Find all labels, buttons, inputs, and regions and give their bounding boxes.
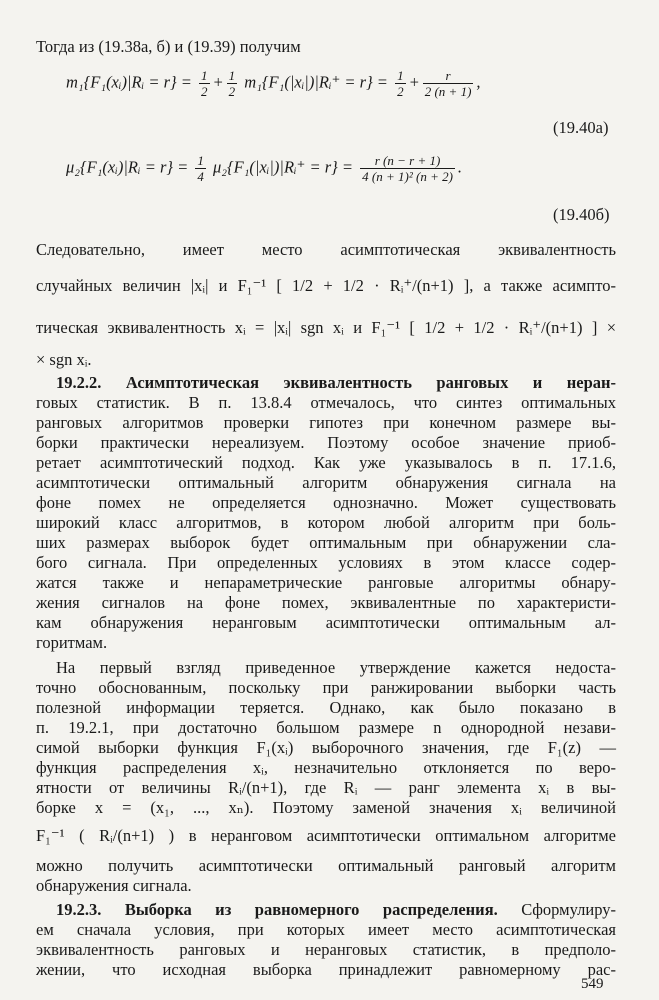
para3-line-8: борке x = (x₁, ..., xₙ). Поэтому заменой значения xᵢ величиной xyxy=(36,798,616,817)
para2-line-1: говых статистик. В п. 13.8.4 отмечалось, что синтез оптимальных xyxy=(36,393,616,412)
eq1-half-b: $\frac{1}{2}$ xyxy=(228,68,236,99)
eq2-lhs: μ₂{F₁(xᵢ)|Rᵢ = r} = xyxy=(66,157,193,177)
section-19-2-3-title: 19.2.3. Выборка из равномерного распределения. xyxy=(56,900,498,919)
eq2-quarter: $\frac{1}{4}$ xyxy=(197,153,204,184)
para2-line-10: жатся также и непараметрические ранговые алгоритмы обнару- xyxy=(36,573,616,592)
section-19-2-2-title: 19.2.2. Асимптотическая эквивалентность ранговых и неран- xyxy=(56,373,616,392)
para3-line-5: симой выборки функция F₁(xᵢ) выборочного значения, где F₁(z) — xyxy=(36,738,616,757)
para3-line-10: можно получить асимптотически оптимальный ранговый алгоритм xyxy=(36,856,616,875)
para2-line-2: ранговых алгоритмов проверки гипотез при конечном размере вы- xyxy=(36,413,616,432)
para3-line-9: F₁⁻¹ ( Rᵢ/(n+1) ) в неранговом асимптотически оптимальном алгоритме xyxy=(36,826,616,845)
para1-line-1: Следовательно, имеет место асимптотическая эквивалентность xyxy=(36,240,616,259)
equation-19-40a: m₁{F₁(xᵢ)|Rᵢ = r} = $\frac{1}{2}$ + $\frac{1}{2}$ m₁{F₁(|xᵢ|)|Rᵢ⁺ = r} = $\frac{1}{2}$ + $\frac{r}{2 (n + 1)}$ , xyxy=(66,68,481,99)
para2-line-7: широкий класс алгоритмов, в котором любой алгоритм при боль- xyxy=(36,513,616,532)
para4-line-1: Сформулиру- xyxy=(497,900,616,919)
page-number: 549 xyxy=(581,976,604,992)
eq2-mid: μ₂{F₁(|xᵢ|)|Rᵢ⁺ = r} = xyxy=(208,157,358,177)
para3-line-2: точно обоснованным, поскольку при ранжировании выборки часть xyxy=(36,678,616,697)
para4-line-3: эквивалентность ранговых и неранговых статистик, в предполо- xyxy=(36,940,616,959)
section-19-2-3-first-line xyxy=(56,900,616,920)
para2-line-11: жения сигналов на фоне помех, эквивалентные по характеристи- xyxy=(36,593,616,612)
para1-line-3: тическая эквивалентность xᵢ = |xᵢ| sgn xᵢ и F₁⁻¹ [ 1/2 + 1/2 · Rᵢ⁺/(n+1) ] × xyxy=(36,318,616,337)
para2-line-9: бого сигнала. При определенных условиях в этом классе содер- xyxy=(36,553,616,572)
para2-line-3: борки практически нереализуем. Поэтому особое значение приоб- xyxy=(36,433,616,452)
para1-line-2: случайных величин |xᵢ| и F₁⁻¹ [ 1/2 + 1/2 · Rᵢ⁺/(n+1) ], а также асимпто- xyxy=(36,276,616,295)
para2-line-8: ших размерах выборок будет оптимальным при обнаружении сла- xyxy=(36,533,616,552)
para3-line-3: полезной информации теряется. Однако, как было показано в xyxy=(36,698,616,717)
para3-line-7: ятности от величины Rᵢ/(n+1), где Rᵢ — ранг элемента xᵢ в вы- xyxy=(36,778,616,797)
eq1-half-a: $\frac{1}{2}$ xyxy=(201,68,208,99)
para3-line-6: функция распределения xᵢ, незначительно отклоняется по веро- xyxy=(36,758,616,777)
eq1-r-frac: $\frac{r}{2 (n + 1)}$ xyxy=(424,68,472,99)
para3-line-4: п. 19.2.1, при достаточно большом размере n однородной незави- xyxy=(36,718,616,737)
para3-line-1: На первый взгляд приведенное утверждение кажется недоста- xyxy=(56,658,616,677)
eq1-mid: m₁{F₁(|xᵢ|)|Rᵢ⁺ = r} = xyxy=(240,72,393,92)
para4-line-2: ем сначала условия, при которых имеет место асимптотическая xyxy=(36,920,616,939)
equation-label-19-40a: (19.40а) xyxy=(553,118,609,137)
intro-line: Тогда из (19.38а, б) и (19.39) получим xyxy=(36,37,301,56)
eq1-half-c: $\frac{1}{2}$ xyxy=(397,68,404,99)
para1-line-4: × sgn xᵢ. xyxy=(36,350,92,369)
para2-line-6: фоне помех не определяется однозначно. Может существовать xyxy=(36,493,616,512)
para2-line-5: асимптотически оптимальный алгоритм обнаружения сигнала на xyxy=(36,473,616,492)
eq1-lhs: m₁{F₁(xᵢ)|Rᵢ = r} = xyxy=(66,72,197,92)
para2-line-12: кам обнаружения неранговым асимптотически оптимальным ал- xyxy=(36,613,616,632)
equation-label-19-40b: (19.40б) xyxy=(553,205,610,224)
eq2-r-frac: $\frac{r (n - r + 1)}{\text{4 (n + 1)² (n + 2)}}$ xyxy=(362,153,453,184)
para2-line-4: ретает асимптотический подход. Как уже указывалось в п. 17.1.6, xyxy=(36,453,616,472)
para3-line-11: обнаружения сигнала. xyxy=(36,876,192,895)
para2-line-13: горитмам. xyxy=(36,633,108,652)
para4-line-4: жении, что исходная выборка принадлежит равномерному рас- xyxy=(36,960,616,979)
equation-19-40b: μ₂{F₁(xᵢ)|Rᵢ = r} = $\frac{1}{4}$ μ₂{F₁(|xᵢ|)|Rᵢ⁺ = r} = $\frac{r (n - r + 1)}{\text{4 (n + 1)² (n + 2)}}$ . xyxy=(66,153,463,184)
